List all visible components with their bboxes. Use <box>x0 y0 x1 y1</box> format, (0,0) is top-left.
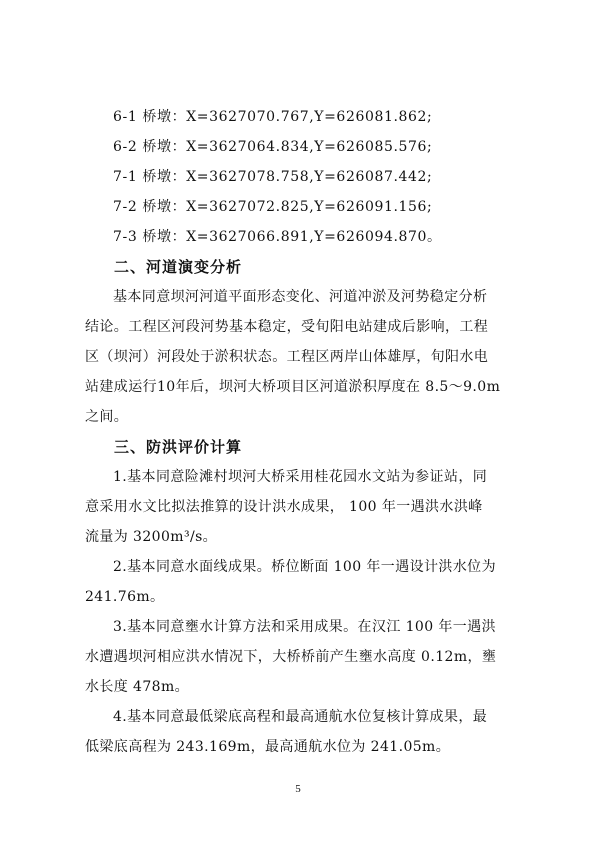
list-item-line: 1.基本同意险滩村坝河大桥采用桂花园水文站为参证站，同 <box>113 469 488 485</box>
section-heading-flood-evaluation: 三、防洪评价计算 <box>114 438 243 456</box>
paragraph-line: 站建成运行10年后，坝河大桥项目区河道淤积厚度在 8.5～9.0m <box>85 379 501 395</box>
paragraph-line: 结论。工程区河段河势基本稳定，受旬阳电站建成后影响，工程 <box>85 319 489 335</box>
list-item-line: 3.基本同意壅水计算方法和采用成果。在汉江 100 年一遇洪 <box>113 619 496 635</box>
page-number: 5 <box>295 783 301 795</box>
list-item-line: 水长度 478m。 <box>85 679 190 695</box>
pier-coordinate-line: 6-2 桥墩：X=3627064.834,Y=626085.576; <box>113 139 433 155</box>
paragraph-line: 之间。 <box>85 409 129 425</box>
list-item-line: 低梁底高程为 243.169m，最高通航水位为 241.05m。 <box>85 739 451 755</box>
pier-coordinate-line: 7-2 桥墩：X=3627072.825,Y=626091.156; <box>113 199 433 215</box>
pier-coordinate-line: 7-1 桥墩：X=3627078.758,Y=626087.442; <box>113 169 433 185</box>
list-item-line: 流量为 3200m³/s。 <box>85 529 218 545</box>
section-heading-channel-evolution: 二、河道演变分析 <box>114 258 243 276</box>
pier-coordinate-line: 6-1 桥墩：X=3627070.767,Y=626081.862; <box>113 109 433 125</box>
paragraph-line: 区（坝河）河段处于淤积状态。工程区两岸山体雄厚，旬阳水电 <box>85 349 489 365</box>
list-item-line: 4.基本同意最低梁底高程和最高通航水位复核计算成果，最 <box>113 709 488 725</box>
pier-coordinate-line: 7-3 桥墩：X=3627066.891,Y=626094.870。 <box>113 229 442 245</box>
list-item-line: 241.76m。 <box>85 589 165 605</box>
list-item-line: 意采用水文比拟法推算的设计洪水成果， 100 年一遇洪水洪峰 <box>85 499 483 515</box>
list-item-line: 水遭遇坝河相应洪水情况下，大桥桥前产生壅水高度 0.12m，壅 <box>85 649 497 665</box>
paragraph-line: 基本同意坝河河道平面形态变化、河道冲淤及河势稳定分析 <box>113 289 488 305</box>
list-item-line: 2.基本同意水面线成果。桥位断面 100 年一遇设计洪水位为 <box>113 559 496 575</box>
